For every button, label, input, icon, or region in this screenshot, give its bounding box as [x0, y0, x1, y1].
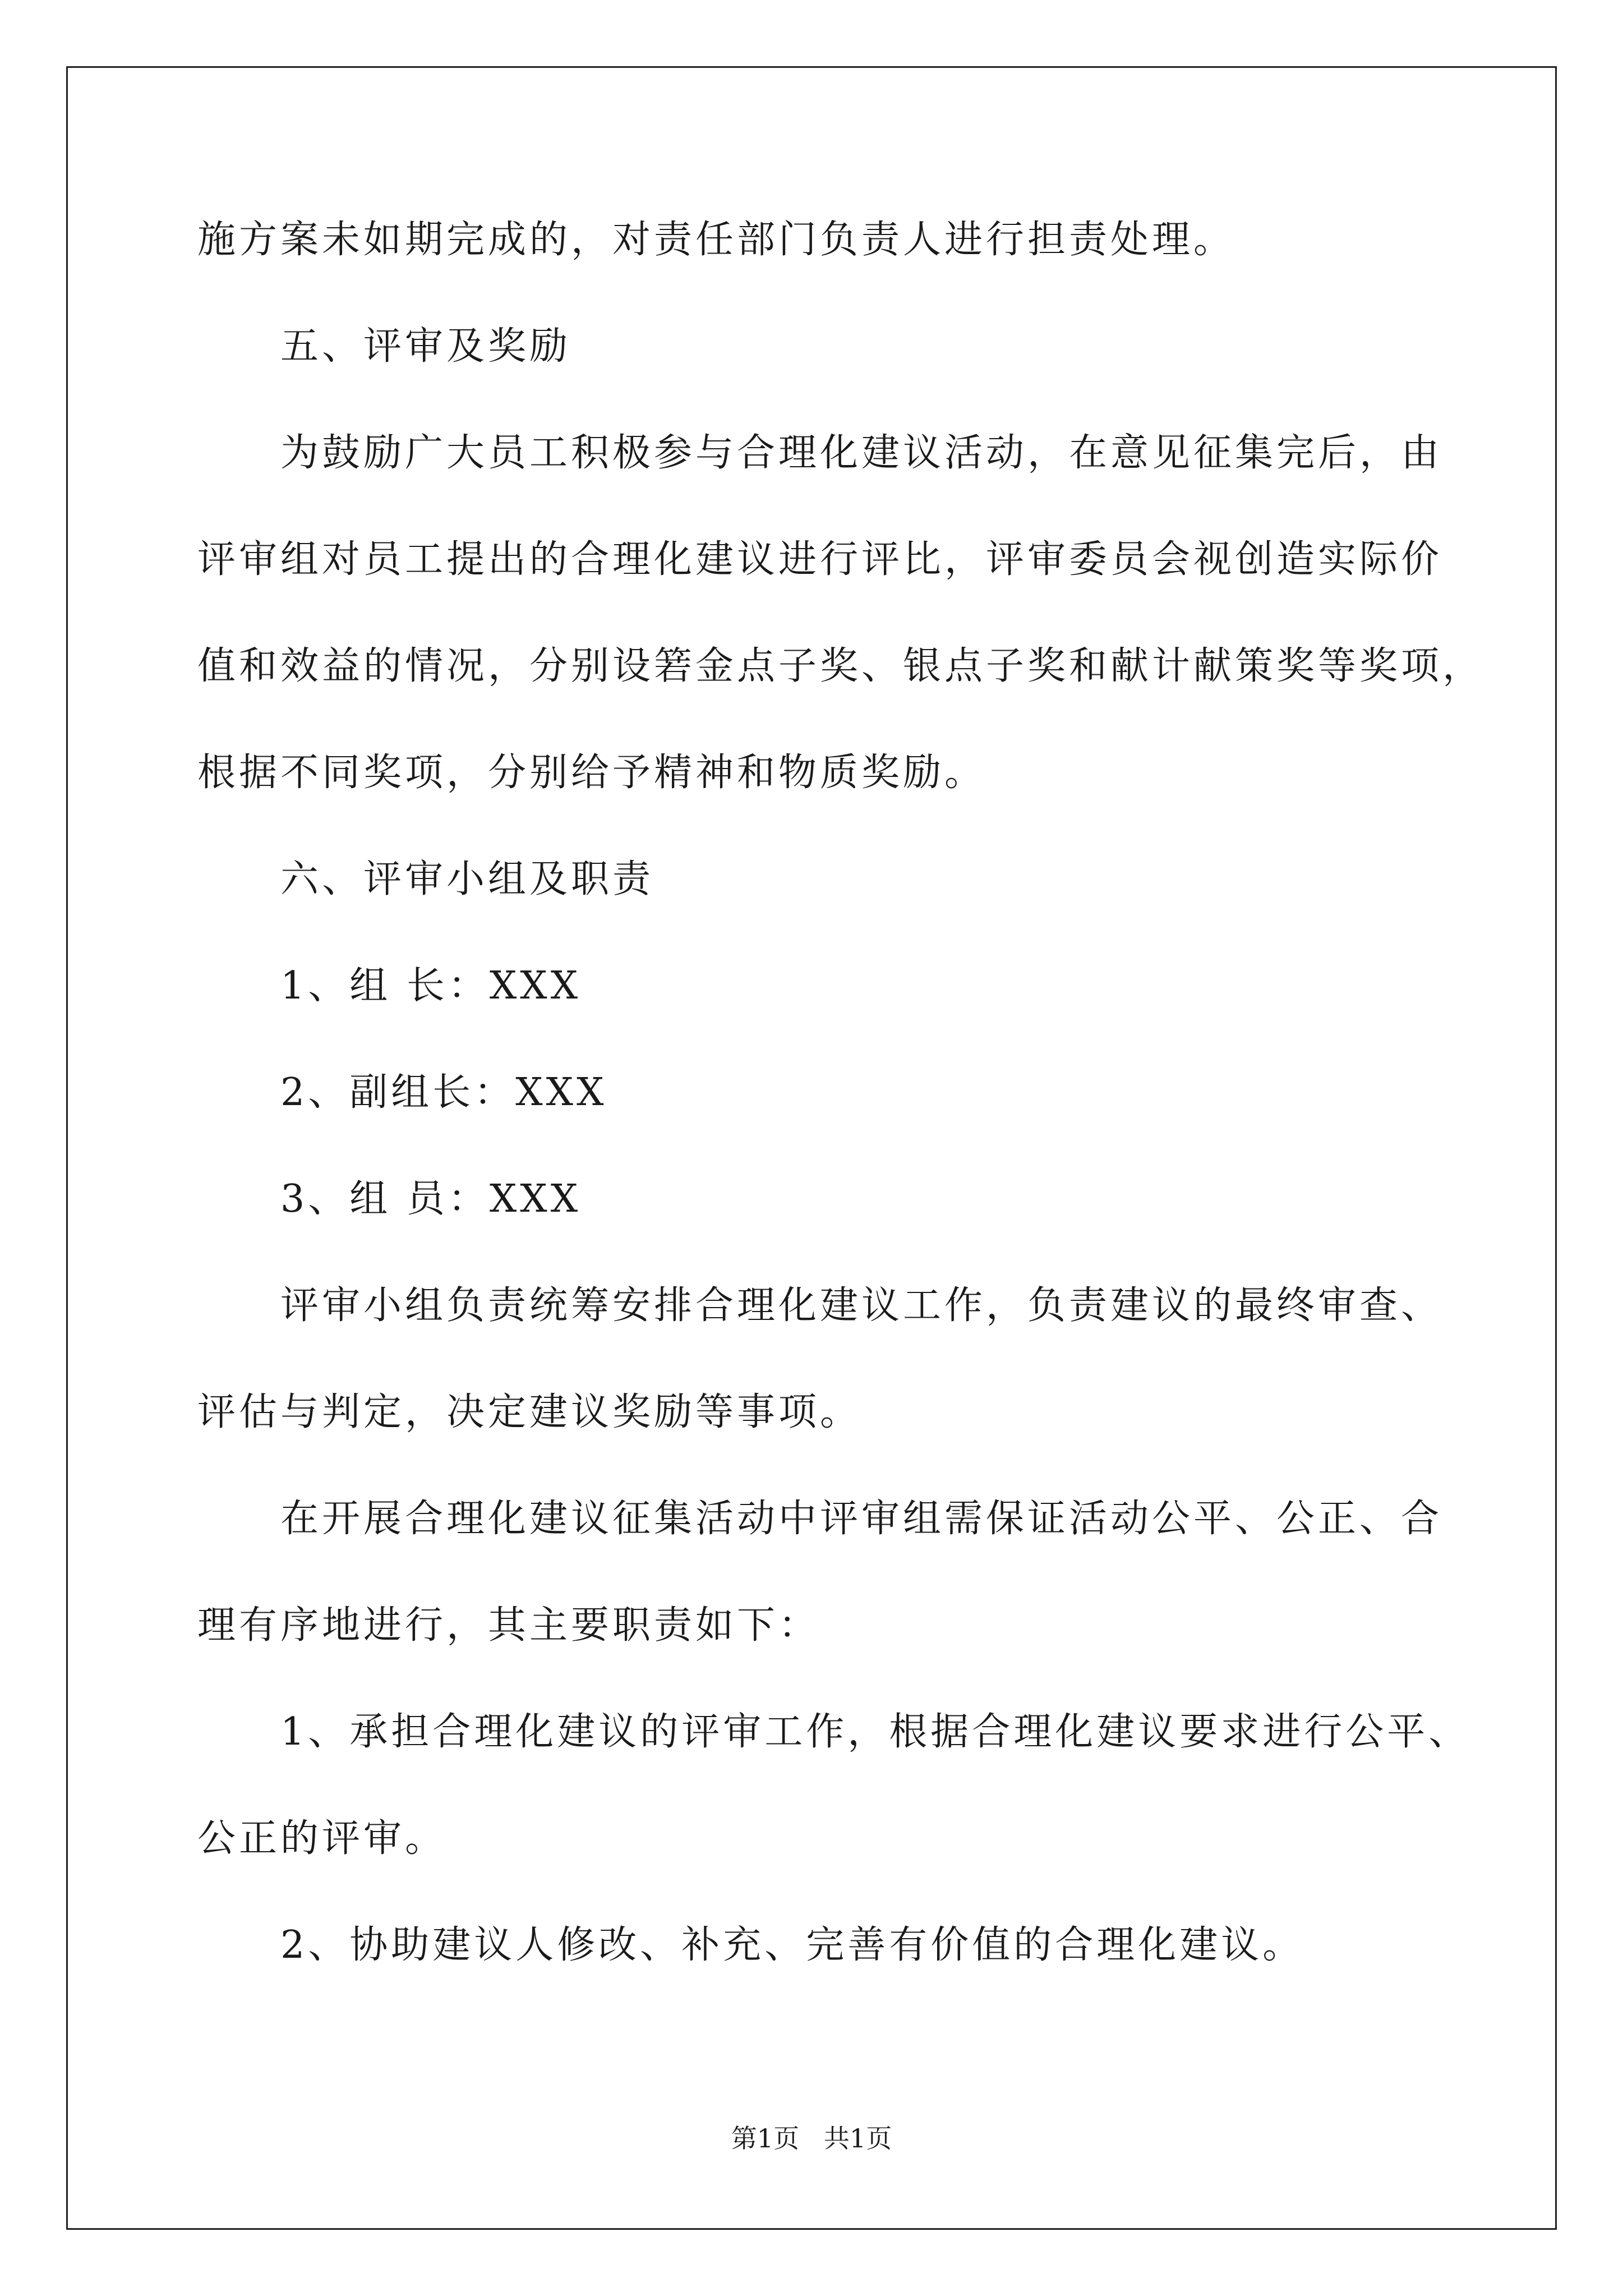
section-heading: 六、评审小组及职责	[280, 857, 654, 901]
list-item: 1、承担合理化建议的评审工作，根据合理化建议要求进行公平、	[280, 1710, 1470, 1754]
section-heading: 五、评审及奖励	[280, 324, 571, 369]
list-item: 2、副组长：XXX	[280, 1070, 607, 1115]
paragraph-line: 为鼓励广大员工积极参与合理化建议活动，在意见征集完后，由	[280, 431, 1443, 475]
paragraph-line: 理有序地进行，其主要职责如下：	[197, 1603, 820, 1648]
list-item: 2、协助建议人修改、补充、完善有价值的合理化建议。	[280, 1923, 1304, 1967]
paragraph-line: 施方案未如期完成的，对责任部门负责人进行担责处理。	[197, 218, 1235, 262]
paragraph-line: 根据不同奖项，分别给予精神和物质奖励。	[197, 751, 986, 795]
paragraph-line: 评审小组负责统筹安排合理化建议工作，负责建议的最终审查、	[280, 1283, 1443, 1328]
paragraph-line: 值和效益的情况，分别设箬金点子奖、银点子奖和献计献策奖等奖项，	[197, 644, 1484, 688]
page-footer: 第1页 共1页	[731, 2123, 892, 2154]
list-item: 3、组 员：XXX	[280, 1177, 582, 1221]
page-border	[66, 66, 1557, 2230]
paragraph-line: 公正的评审。	[197, 1816, 447, 1861]
paragraph-line: 评估与判定，决定建议奖励等事项。	[197, 1390, 862, 1434]
paragraph-line: 在开展合理化建议征集活动中评审组需保证活动公平、公正、合	[280, 1497, 1443, 1541]
list-item: 1、组 长：XXX	[280, 964, 582, 1008]
paragraph-line: 评审组对员工提出的合理化建议进行评比，评审委员会视创造实际价	[197, 537, 1443, 582]
